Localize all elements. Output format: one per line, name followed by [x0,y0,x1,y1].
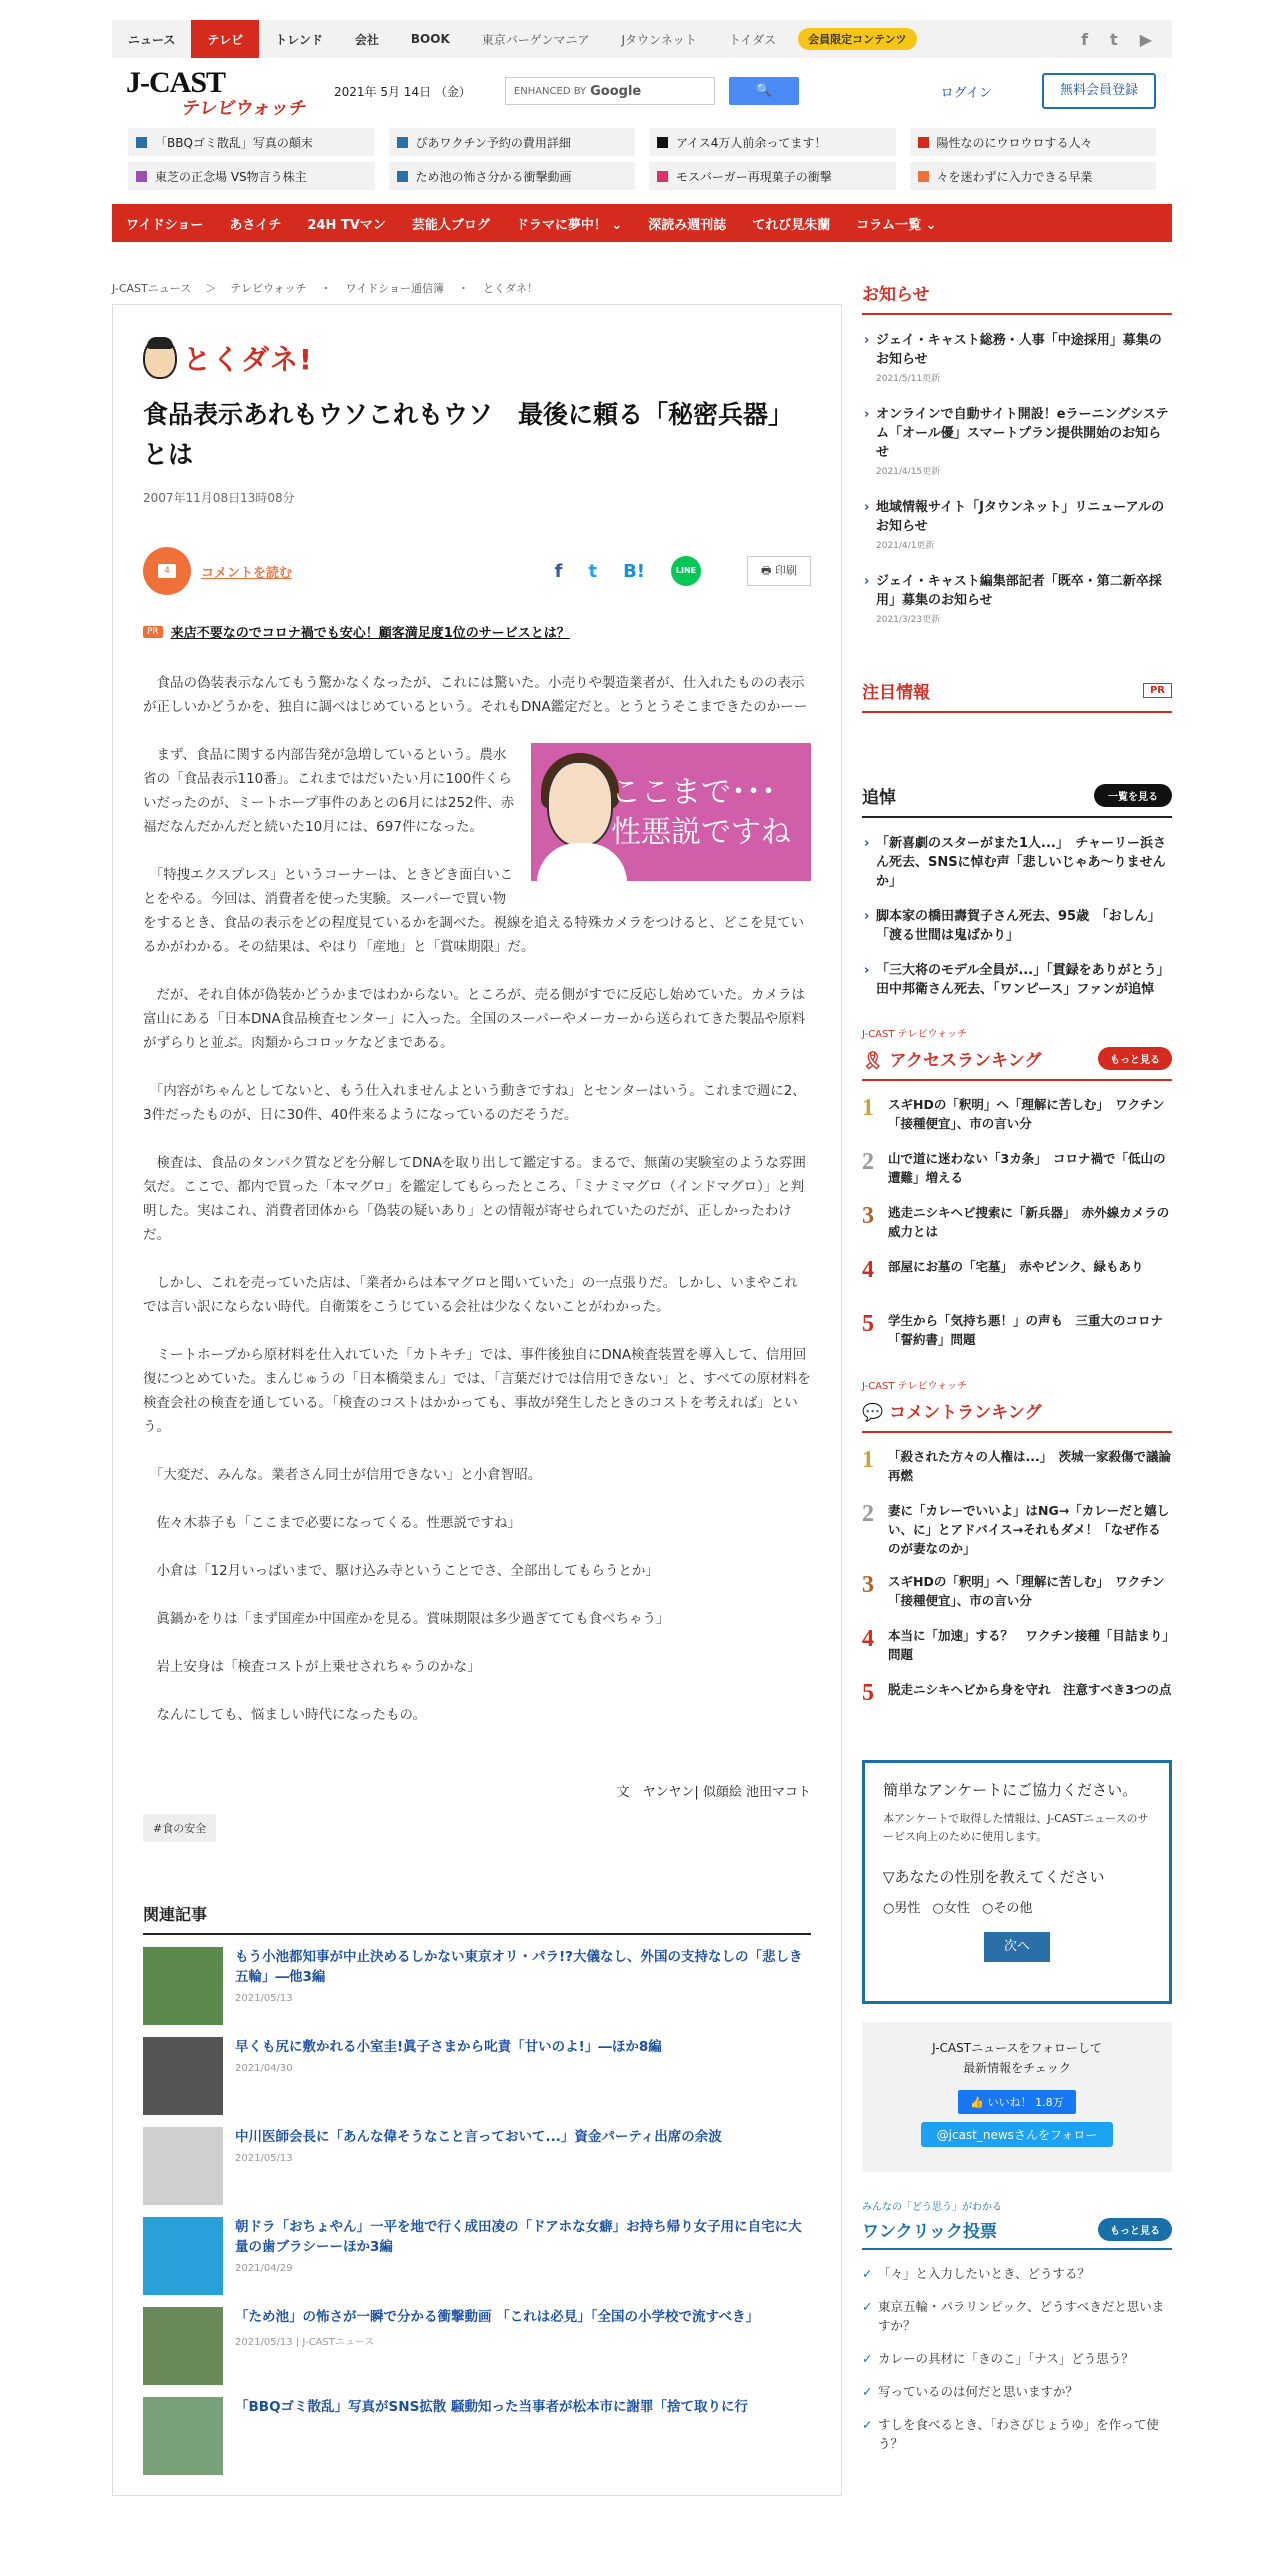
search-input[interactable]: ENHANCED BY Google [505,77,715,105]
obit-heading: 追悼 一覧を見る [862,783,1172,818]
related-text [235,2397,748,2475]
related-item[interactable] [143,2307,811,2385]
access-ranking [862,1095,1172,1351]
related-item[interactable] [143,2037,811,2115]
survey-option-female[interactable]: ○女性 [932,1901,970,1916]
topnav-jtown[interactable]: Jタウンネット [621,32,697,47]
rank-number: 4 [862,1257,874,1283]
article-paragraph: だが、それ自体が偽装かどうかまではわからない。ところが、売る側がすでに反応し始めていた。カメラは富山にある「日本DNA食品検査センター」に入った。全国のスーパーやメーカーから送られてきた製品や原料がずらりと並ぶ。肉類からコロッケなどまである。 [143,987,806,1051]
news-list [862,331,1172,630]
breadcrumb-item[interactable]: とくダネ！ [482,282,538,295]
menu-item[interactable]: 24H TVマン [307,217,386,233]
rank-title[interactable]: スギHDの「釈明」へ「理解に苦しむ」 ワクチン「接種便宜」、市の言い分 [888,1574,1165,1608]
ranking-item[interactable] [862,1501,1172,1558]
headline-ticker [112,124,1172,190]
comment-ranking [862,1447,1172,1720]
breadcrumb-item[interactable]: テレビウォッチ [230,282,307,295]
rank-title[interactable]: 学生から「気持ち悪！」の声も 三重大のコロナ「誓約書」問題 [888,1313,1164,1347]
facebook-like-button[interactable]: 👍 いいね！ 1.8万 [958,2090,1075,2114]
category-menu [112,204,1172,242]
survey-option-male[interactable]: ○男性 [883,1901,921,1916]
survey-title: 簡単なアンケートにご協力ください。 [883,1781,1138,1799]
pr-text[interactable]: 来店不要なのでコロナ禍でも安心！顧客満足度1位のサービスとは？ [170,626,570,641]
article-paragraph: しかし、これを売っていた店は、「業者からは本マグロと聞いていた」の一点張りだ。しかし、いまやこれでは言い訳にならない時代。自衛策をこうじている会社は少なくないことがわかった。 [143,1275,798,1315]
related-thumbnail[interactable] [143,2127,223,2205]
obit-item[interactable]: › 「新喜劇のスターがまた1人...」 チャーリー浜さん死去、SNSに悼む声「悲しいじゃあ～りませんか」 [862,834,1172,891]
rank-title[interactable]: 妻に「カレーでいいよ」はNG→「カレーだと嬉しい、に」とアドバイス→それもダメ！「なぜ作るのが妻なのか」 [888,1503,1170,1556]
share-hatena-icon[interactable]: B! [623,560,645,582]
topnav-news[interactable]: ニュース [128,32,176,47]
register-button[interactable]: 無料会員登録 [1042,73,1156,109]
sidebar [862,280,1177,2496]
related-title[interactable]: 「ため池」の怖さが一瞬で分かる衝撃動画 「これは必見」「全国の小学校で流すべき」 [235,2309,760,2325]
news-title: オンラインで自動サイト開設！eラーニングシステム「オール優」スマートプラン提供開始のお知らせ [876,407,1169,460]
related-heading: 関連記事 [143,1902,811,1935]
square-bullet-icon [136,171,147,182]
follow-line2: 最新情報をチェック [963,2061,1071,2075]
share-line-icon[interactable]: LINE [671,556,701,586]
related-item[interactable] [143,1947,811,2025]
ticker-link[interactable] [649,128,896,156]
ribbon-icon: 🎗 アクセスランキング [862,1051,1042,1071]
ticker-text: 「BBQゴミ散乱」写真の顛末 [155,135,313,150]
poll-list [862,2264,1172,2453]
rank-number: 3 [862,1203,874,1229]
square-bullet-icon [918,137,929,148]
article-paragraph: 食品の偽装表示なんてもう驚かなくなったが、これには驚いた。小売りや製造業者が、仕入れたものの表示が正しいかどうかを、独自に調べはじめているという。それもDNA鑑定だと。とうとうそこまできたのかーー [143,675,808,715]
square-bullet-icon [657,137,668,148]
ticker-link[interactable] [128,162,375,190]
survey-option-other[interactable]: ○その他 [982,1901,1033,1916]
rank-number: 1 [862,1095,874,1121]
related-text [235,1947,811,2025]
ticker-text: アイス4万人前余ってます！ [676,135,827,150]
share-twitter-icon[interactable]: t [588,560,598,582]
rank-number: 5 [862,1311,874,1337]
related-thumbnail[interactable] [143,2397,223,2475]
speech-bubble-icon: 💬 コメントランキング [862,1403,1042,1423]
related-thumbnail[interactable] [143,2037,223,2115]
pr-tag: PR [143,626,163,638]
square-bullet-icon [918,171,929,182]
news-item[interactable] [862,405,1172,482]
poll-item[interactable]: ✓ 「々」と入力したいとき、どうする？ [862,2264,1172,2283]
ticker-link[interactable] [389,162,636,190]
survey-box [862,1760,1172,2004]
top-nav [112,20,1172,58]
ticker-text: モスバーガー再現菓子の衝撃 [676,169,832,184]
related-text [235,2127,722,2205]
print-button[interactable]: 🖶 印刷 [747,556,811,586]
program-header [143,335,811,381]
ticker-text: 陽性なのにウロウロする人々 [936,135,1093,150]
ticker-link[interactable] [910,162,1157,190]
article-paragraph: 小倉は「12月いっぱいまで、駆け込み寺ということでさ、全部出してもらうとか」 [143,1563,659,1579]
rank-number: 5 [862,1680,874,1706]
program-name[interactable]: とくダネ! [183,343,313,376]
menu-item[interactable]: あさイチ [229,217,282,233]
menu-item[interactable]: ワイドショー [126,217,204,233]
facebook-icon[interactable]: f [1081,29,1089,49]
article-paragraph: まず、食品に関する内部告発が急増しているという。農水省の「食品表示110番」。これまではだいたい月に100件くらいだったのが、ミートホープ事件のあとの6月には252件、赤福だなんだかんだと続いた10月には、697件になった。 [143,747,515,835]
share-row [143,546,811,596]
news-title: ジェイ・キャスト総務・人事「中途採用」募集のお知らせ [876,333,1162,367]
ticker-link[interactable] [389,128,636,156]
rank-number: 3 [862,1572,874,1598]
related-date: 2021/04/30 [235,2063,293,2074]
ticker-link[interactable] [910,128,1157,156]
menu-item[interactable]: てれび見朱蘭 [752,217,831,233]
rank-title[interactable]: スギHDの「釈明」へ「理解に苦しむ」 ワクチン「接種便宜」、市の言い分 [888,1097,1165,1131]
rank-title[interactable]: 「殺された方々の人権は...」 茨城一家殺傷で議論再燃 [888,1449,1171,1483]
ranking-item[interactable] [862,1203,1172,1243]
related-thumbnail[interactable] [143,2307,223,2385]
topnav-trend[interactable]: トレンド [275,32,323,47]
site-tag: J-CAST テレビウォッチ [862,1029,968,1040]
article-paragraph: ミートホープから原材料を仕入れていた「カトキチ」では、事件後独自にDNA検査装置を導入して、信用回復につとめていた。まんじゅうの「日本橋榮まん」では、「言葉だけでは信用できない」と、すべての原材料を検査会社の検査を通している。「検査のコストはかかっても、事故が発生したときのコストを考えれば」という。 [143,1347,811,1435]
poll-item[interactable]: ✓ すしを食べるとき、「わさびじょうゆ」を作って使う？ [862,2415,1172,2453]
related-articles [143,1902,811,2475]
rank-number: 1 [862,1447,874,1473]
article-paragraph: 佐々木恭子も「ここまで必要になってくる。性悪説ですね」 [143,1515,521,1531]
topnav-tv[interactable]: テレビ [191,20,259,58]
social-links [1081,20,1152,58]
related-thumbnail[interactable] [143,1947,223,2025]
rank-number: 4 [862,1626,874,1652]
related-item[interactable] [143,2127,811,2205]
youtube-icon[interactable]: ▶ [1139,29,1152,49]
related-date: 2021/05/13 [235,2153,293,2164]
article-paragraph: 眞鍋かをりは「まず国産か中国産かを見る。賞味期限は多少過ぎてても食べちゃう」 [143,1611,670,1627]
related-title[interactable]: 早くも尻に敷かれる小室圭!眞子さまから叱責「甘いのよ!」―ほか8編 [235,2039,662,2055]
breadcrumb-item: ＞ [205,282,217,295]
ranking-item[interactable] [862,1626,1172,1666]
ticker-text: 東芝の正念場 VS物言う株主 [155,169,307,184]
square-bullet-icon [136,137,147,148]
topnav-bargain[interactable]: 東京バーゲンマニア [481,32,590,47]
related-thumbnail[interactable] [143,2217,223,2295]
breadcrumb-item: ・ [320,282,332,295]
article-illustration [531,743,811,881]
poll-more-button[interactable]: もっと見る [1098,2218,1172,2241]
related-text [235,2037,662,2115]
survey-question: ▽あなたの性別を教えてください [883,1868,1105,1886]
member-content-badge[interactable]: 会員限定コンテンツ [798,28,916,50]
square-bullet-icon [397,137,408,148]
poll-item[interactable]: ✓ カレーの具材に「きのこ」「ナス」どう思う？ [862,2349,1172,2368]
related-item[interactable] [143,2397,811,2475]
survey-note: 本アンケートで取得した情報は、J-CASTニュースのサービス向上のために使用します。 [883,1812,1149,1843]
news-date: 2021/3/23更新 [876,615,941,625]
article-date: 2007年11月08日13時08分 [143,491,295,505]
article-title: 食品表示あれもウソこれもウソ 最後に頼る「秘密兵器」とは [143,400,794,469]
breadcrumb-item[interactable]: J-CASTニュース [112,282,192,295]
news-date: 2021/4/1更新 [876,541,935,551]
ranking-item[interactable] [862,1311,1172,1351]
news-date: 2021/4/15更新 [876,467,941,477]
article-paragraph: なんにしても、悩ましい時代になったもの。 [143,1707,426,1723]
article-paragraph: 「大変だ、みんな。業者さん同士が信用できない」と小倉智昭。 [143,1467,542,1483]
ticker-text: ぴあワクチン予約の費用詳細 [415,135,571,150]
ticker-text: 々を迷わずに入力できる早業 [936,169,1093,184]
ticker-link[interactable] [649,162,896,190]
pr-link[interactable] [143,622,811,641]
follow-box [862,2022,1172,2172]
poll-item[interactable]: ✓ 写っているのは何だと思いますか？ [862,2382,1172,2401]
article-paragraph: 「内容がちゃんとしてないと、もう仕入れませんよという動きですね」とセンターはいう。これまで週に2、3件だったものが、日に30件、40件来るようになっているのだそうだ。 [143,1083,806,1123]
news-title: 地域情報サイト「Jタウンネット」リニューアルのお知らせ [876,500,1165,534]
breadcrumb-item: ・ [457,282,469,295]
rank-title[interactable]: 山で道に迷わない「3カ条」 コロナ禍で「低山の遭難」増える [888,1151,1166,1185]
rank-number: 2 [862,1149,874,1175]
illustration-caption: ここまで･･･ 性悪説ですね [611,775,791,850]
news-item[interactable] [862,572,1172,630]
article-paragraph: 岩上安身は「検査コストが上乗せされちゃうのかな」 [143,1659,481,1675]
related-title[interactable]: 中川医師会長に「あんな偉そうなこと言っておいて...」資金パーティ出席の余波 [235,2129,722,2145]
related-item[interactable] [143,2217,811,2295]
ranking-item[interactable] [862,1095,1172,1135]
article-credit: 文 ヤンヤン| 似顔絵 池田マコト [616,1785,811,1800]
related-title[interactable]: 「BBQゴミ散乱」写真がSNS拡散 騒動知った当事者が松本市に謝罪「捨て取りに行 [235,2399,748,2415]
poll-item[interactable]: ✓ 東京五輪・パラリンピック、どうすべきだと思いますか？ [862,2297,1172,2335]
news-item[interactable] [862,331,1172,389]
menu-item[interactable]: ドラマに夢中！ ⌄ [515,217,623,233]
rank-title[interactable]: 逃走ニシキヘビ捜索に「新兵器」 赤外線カメラの威力とは [888,1205,1170,1239]
article-paragraph: 検査は、食品のタンパク質などを分解してDNAを取り出して鑑定する。まるで、無菌の実験室のような雰囲気だ。ここで、都内で買った「本マグロ」を鑑定してもらったところ、「ミナミマグロ（インドマグロ）」と判明した。実はこれ、消費者団体から「偽装の疑いあり」との情報が寄せられていたのだが、正しかったわけだ。 [143,1155,806,1243]
caricature-icon [143,337,177,379]
square-bullet-icon [397,171,408,182]
topnav-book[interactable]: BOOK [410,32,450,46]
focus-heading: 注目情報 PR [862,678,1172,713]
access-ranking-heading [862,1046,1172,1081]
related-text [235,2307,759,2385]
news-title: ジェイ・キャスト編集部記者「既卒・第二新卒採用」募集のお知らせ [876,574,1162,608]
ticker-link[interactable] [128,128,375,156]
related-date: 2021/05/13 | J-CASTニュース [235,2337,375,2348]
site-tag-2: J-CAST テレビウォッチ [862,1381,968,1392]
survey-next-button[interactable]: 次へ [984,1932,1050,1962]
topnav-company[interactable]: 会社 [354,32,379,47]
login-link[interactable]: ログイン [940,85,992,101]
related-title[interactable]: 朝ドラ「おちょやん」一平を地で行く成田凌の「ドアホな女癖」お持ち帰り女子用に自宅に大量の歯ブラシーーほか3編 [235,2219,802,2255]
article-paragraph: 「特捜エクスプレス」というコーナーは、ときどき面白いことをやる。今回は、消費者を使った実験。スーパーで買い物をするとき、食品の表示をどの程度見ているかを調べた。視線を追える特殊カメラをつけると、どこを見ているかがわかる。その結果は、やはり「産地」と「賞味期限」だ。 [143,867,804,955]
follow-line1: J-CASTニュースをフォローして [932,2041,1102,2055]
obit-item[interactable]: › 「三大将のモデル全員が...」「貫録をありがとう」 田中邦衛さん死去、「ワンピース」ファンが追悼 [862,961,1172,999]
rank-title[interactable]: 本当に「加速」する？ ワクチン接種「目詰まり」問題 [888,1628,1169,1662]
menu-item[interactable]: コラム一覧 ⌄ [856,217,937,233]
breadcrumb-item[interactable]: ワイドショー通信簿 [345,282,444,295]
twitter-icon[interactable]: t [1110,29,1118,49]
ticker-text: ため池の怖さ分かる衝撃動画 [415,169,572,184]
square-bullet-icon [657,171,668,182]
obit-list-button[interactable]: 一覧を見る [1094,784,1172,807]
menu-item[interactable]: 深読み週刊誌 [648,217,727,233]
article [112,304,842,2496]
related-title[interactable]: もう小池都知事が中止決めるしかない東京オリ・パラ!?大儀なし、外国の支持なしの「悲しき五輪」―他3編 [235,1949,803,1985]
menu-item[interactable]: 芸能人ブログ [411,217,490,233]
breadcrumb [112,280,842,304]
comment-count-badge[interactable]: 4 [143,547,191,595]
twitter-follow-button[interactable]: @jcast_newsさんをフォロー [921,2122,1114,2147]
rank-number: 2 [862,1501,874,1527]
obit-list [862,834,1177,999]
obit-item[interactable]: › 脚本家の橋田壽賀子さん死去、95歳 「おしん」「渡る世間は鬼ばかり」 [862,907,1172,945]
ranking-item[interactable] [862,1149,1172,1189]
access-more-button[interactable]: もっと見る [1098,1047,1172,1070]
survey-options [883,1897,1151,1916]
poll-tag: みんなの「どう思う」がわかる [862,2202,1002,2213]
rank-title[interactable]: 部屋にお墓の「宅墓」 赤やピンク、緑もあり [888,1259,1144,1274]
comment-ranking-heading [862,1398,1172,1433]
topnav-toidas[interactable]: トイダス [728,32,777,47]
site-logo[interactable]: J-CAST テレビウォッチ [126,66,309,119]
ranking-item[interactable] [862,1447,1172,1487]
share-facebook-icon[interactable]: f [554,560,563,582]
news-item[interactable] [862,498,1172,556]
ranking-item[interactable] [862,1680,1172,1720]
news-date: 2021/5/11更新 [876,374,941,384]
article-body [143,671,811,1727]
related-date: 2021/04/29 [235,2263,293,2274]
current-date: 2021年 5月 14日 （金） [334,84,471,99]
poll-heading: ワンクリック投票 もっと見る [862,2217,1172,2250]
rank-title[interactable]: 脱走ニシキヘビから身を守れ 注意すべき3つの点 [888,1682,1172,1697]
related-date: 2021/05/13 [235,1993,293,2004]
related-text [235,2217,811,2295]
article-tag[interactable]: #食の安全 [143,1814,216,1842]
ranking-item[interactable] [862,1257,1172,1297]
share-buttons [555,556,701,586]
site-header [112,58,1172,124]
search-button[interactable]: 🔍 [729,77,799,105]
read-comments-link[interactable]: コメントを読む [201,565,293,581]
news-heading: お知らせ [862,280,1172,315]
ranking-item[interactable] [862,1572,1172,1612]
